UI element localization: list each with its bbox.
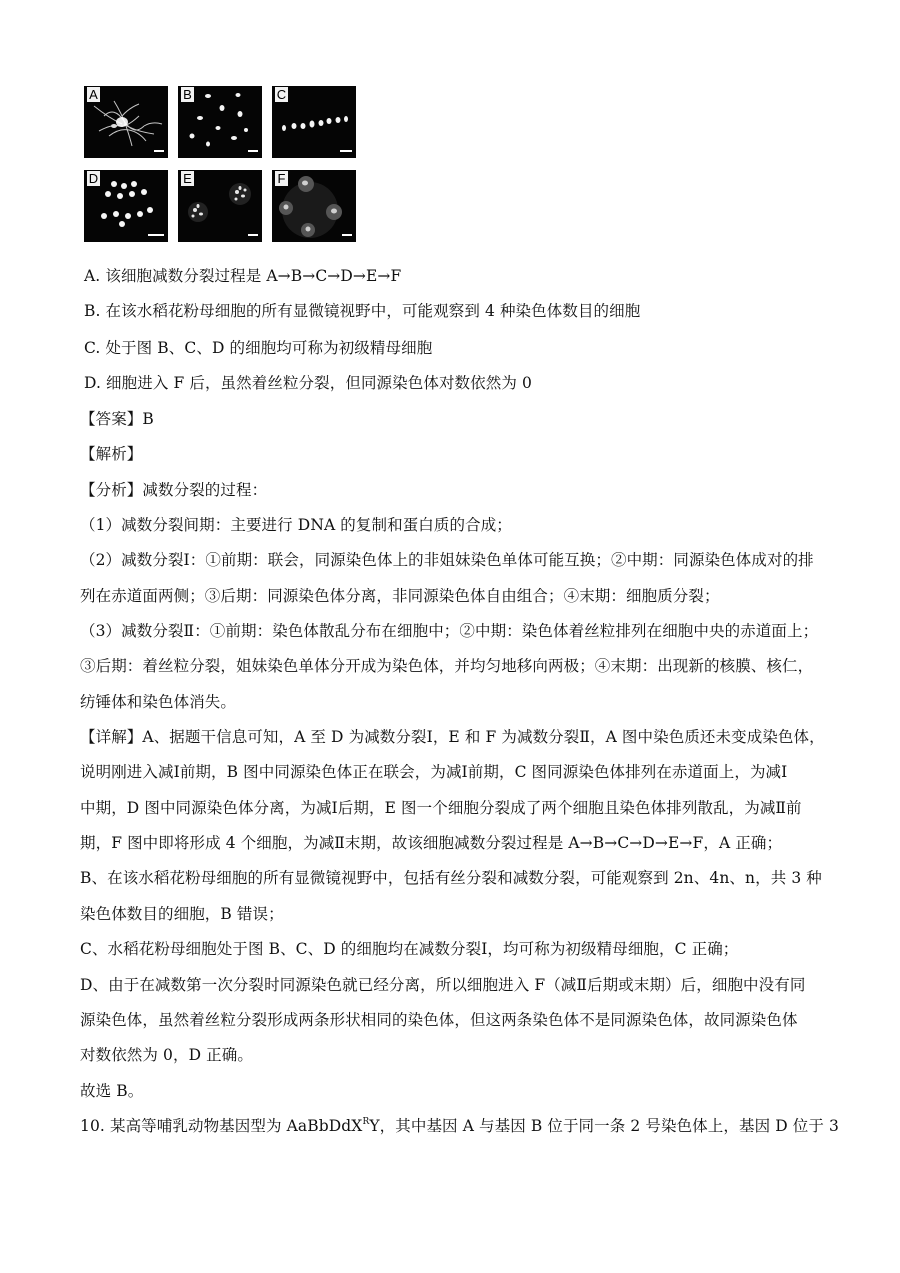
question-10-superscript: R: [362, 1117, 370, 1127]
detail-d-line-3: 对数依然为 0，D 正确。: [80, 1046, 253, 1064]
micrograph-figure: [84, 86, 356, 244]
panel-label: D: [88, 171, 99, 186]
question-10-text-start: 10. 某高等哺乳动物基因型为 AaBbDdX: [80, 1117, 363, 1135]
micrograph-panel-f: [272, 170, 356, 242]
analysis-interphase: （1）减数分裂间期：主要进行 DNA 的复制和蛋白质的合成；: [80, 516, 512, 534]
micrograph-panel-c: [272, 86, 356, 158]
question-10-text-end: Y，其中基因 A 与基因 B 位于同一条 2 号染色体上，基因 D 位于 3: [369, 1117, 839, 1135]
analysis-meiosis-1-line-1: （2）减数分裂Ⅰ：①前期：联会，同源染色体上的非姐妹染色单体可能互换；②中期：同源染色体成对的排: [80, 551, 814, 569]
detail-c-line-1: C、水稻花粉母细胞处于图 B、C、D 的细胞均在减数分裂Ⅰ，均可称为初级精母细胞，C 正确；: [80, 940, 739, 958]
analysis-meiosis-2-line-2: ③后期：着丝粒分裂，姐妹染色单体分开成为染色体，并均匀地移向两极；④末期：出现新的核膜、核仁，: [80, 657, 814, 675]
option-b: B. 在该水稻花粉母细胞的所有显微镜视野中，可能观察到 4 种染色体数目的细胞: [84, 302, 641, 320]
option-c: C. 处于图 B、C、D 的细胞均可称为初级精母细胞: [84, 339, 433, 357]
micrograph-panel-b: [178, 86, 262, 158]
micrograph-panel-e: [178, 170, 262, 242]
option-a: A. 该细胞减数分裂过程是 A→B→C→D→E→F: [84, 267, 402, 285]
micrograph-panel-d: [84, 170, 168, 242]
analysis-label: 【解析】: [80, 445, 143, 463]
option-d: D. 细胞进入 F 后，虽然着丝粒分裂，但同源染色体对数依然为 0: [84, 374, 532, 392]
analysis-meiosis-2-line-3: 纺锤体和染色体消失。: [80, 693, 237, 711]
panel-label: A: [87, 87, 100, 102]
micrograph-panel-a: [84, 86, 168, 158]
detail-a-line-1: 【详解】A、据题干信息可知，A 至 D 为减数分裂Ⅰ，E 和 F 为减数分裂Ⅱ，A 图中染色质还未变成染色体，: [80, 728, 825, 746]
panel-label: E: [181, 171, 194, 186]
analysis-meiosis-1-line-2: 列在赤道面两侧；③后期：同源染色体分离，非同源染色体自由组合；④末期：细胞质分裂；: [80, 587, 720, 605]
detail-a-line-2: 说明刚进入减Ⅰ前期，B 图中同源染色体正在联会，为减Ⅰ前期，C 图同源染色体排列在赤道面上，为减Ⅰ: [80, 763, 788, 781]
analysis-intro: 【分析】减数分裂的过程：: [80, 481, 268, 499]
detail-b-line-1: B、在该水稻花粉母细胞的所有显微镜视野中，包括有丝分裂和减数分裂，可能观察到 2n、4n、n，共 3 种: [80, 869, 822, 887]
detail-conclusion: 故选 B。: [80, 1082, 144, 1100]
answer-label: 【答案】B: [80, 410, 154, 428]
panel-label: F: [275, 171, 288, 186]
analysis-meiosis-2-line-1: （3）减数分裂Ⅱ：①前期：染色体散乱分布在细胞中；②中期：染色体着丝粒排列在细胞中央的赤道面上；: [80, 622, 819, 640]
detail-b-line-2: 染色体数目的细胞，B 错误；: [80, 905, 284, 923]
question-10: [80, 1116, 839, 1136]
detail-a-line-4: 期，F 图中即将形成 4 个细胞，为减Ⅱ末期，故该细胞减数分裂过程是 A→B→C→D→E→F，A 正确；: [80, 834, 783, 852]
detail-a-line-3: 中期，D 图中同源染色体分离，为减Ⅰ后期，E 图一个细胞分裂成了两个细胞且染色体排列散乱，为减Ⅱ前: [80, 799, 802, 817]
panel-label: B: [181, 87, 194, 102]
detail-d-line-1: D、由于在减数第一次分裂时同源染色就已经分离，所以细胞进入 F（减Ⅱ后期或末期）后，细胞中没有同: [80, 976, 806, 994]
panel-label: C: [276, 87, 287, 102]
detail-d-line-2: 源染色体，虽然着丝粒分裂形成两条形状相同的染色体，但这两条染色体不是同源染色体，故同源染色体: [80, 1011, 798, 1029]
